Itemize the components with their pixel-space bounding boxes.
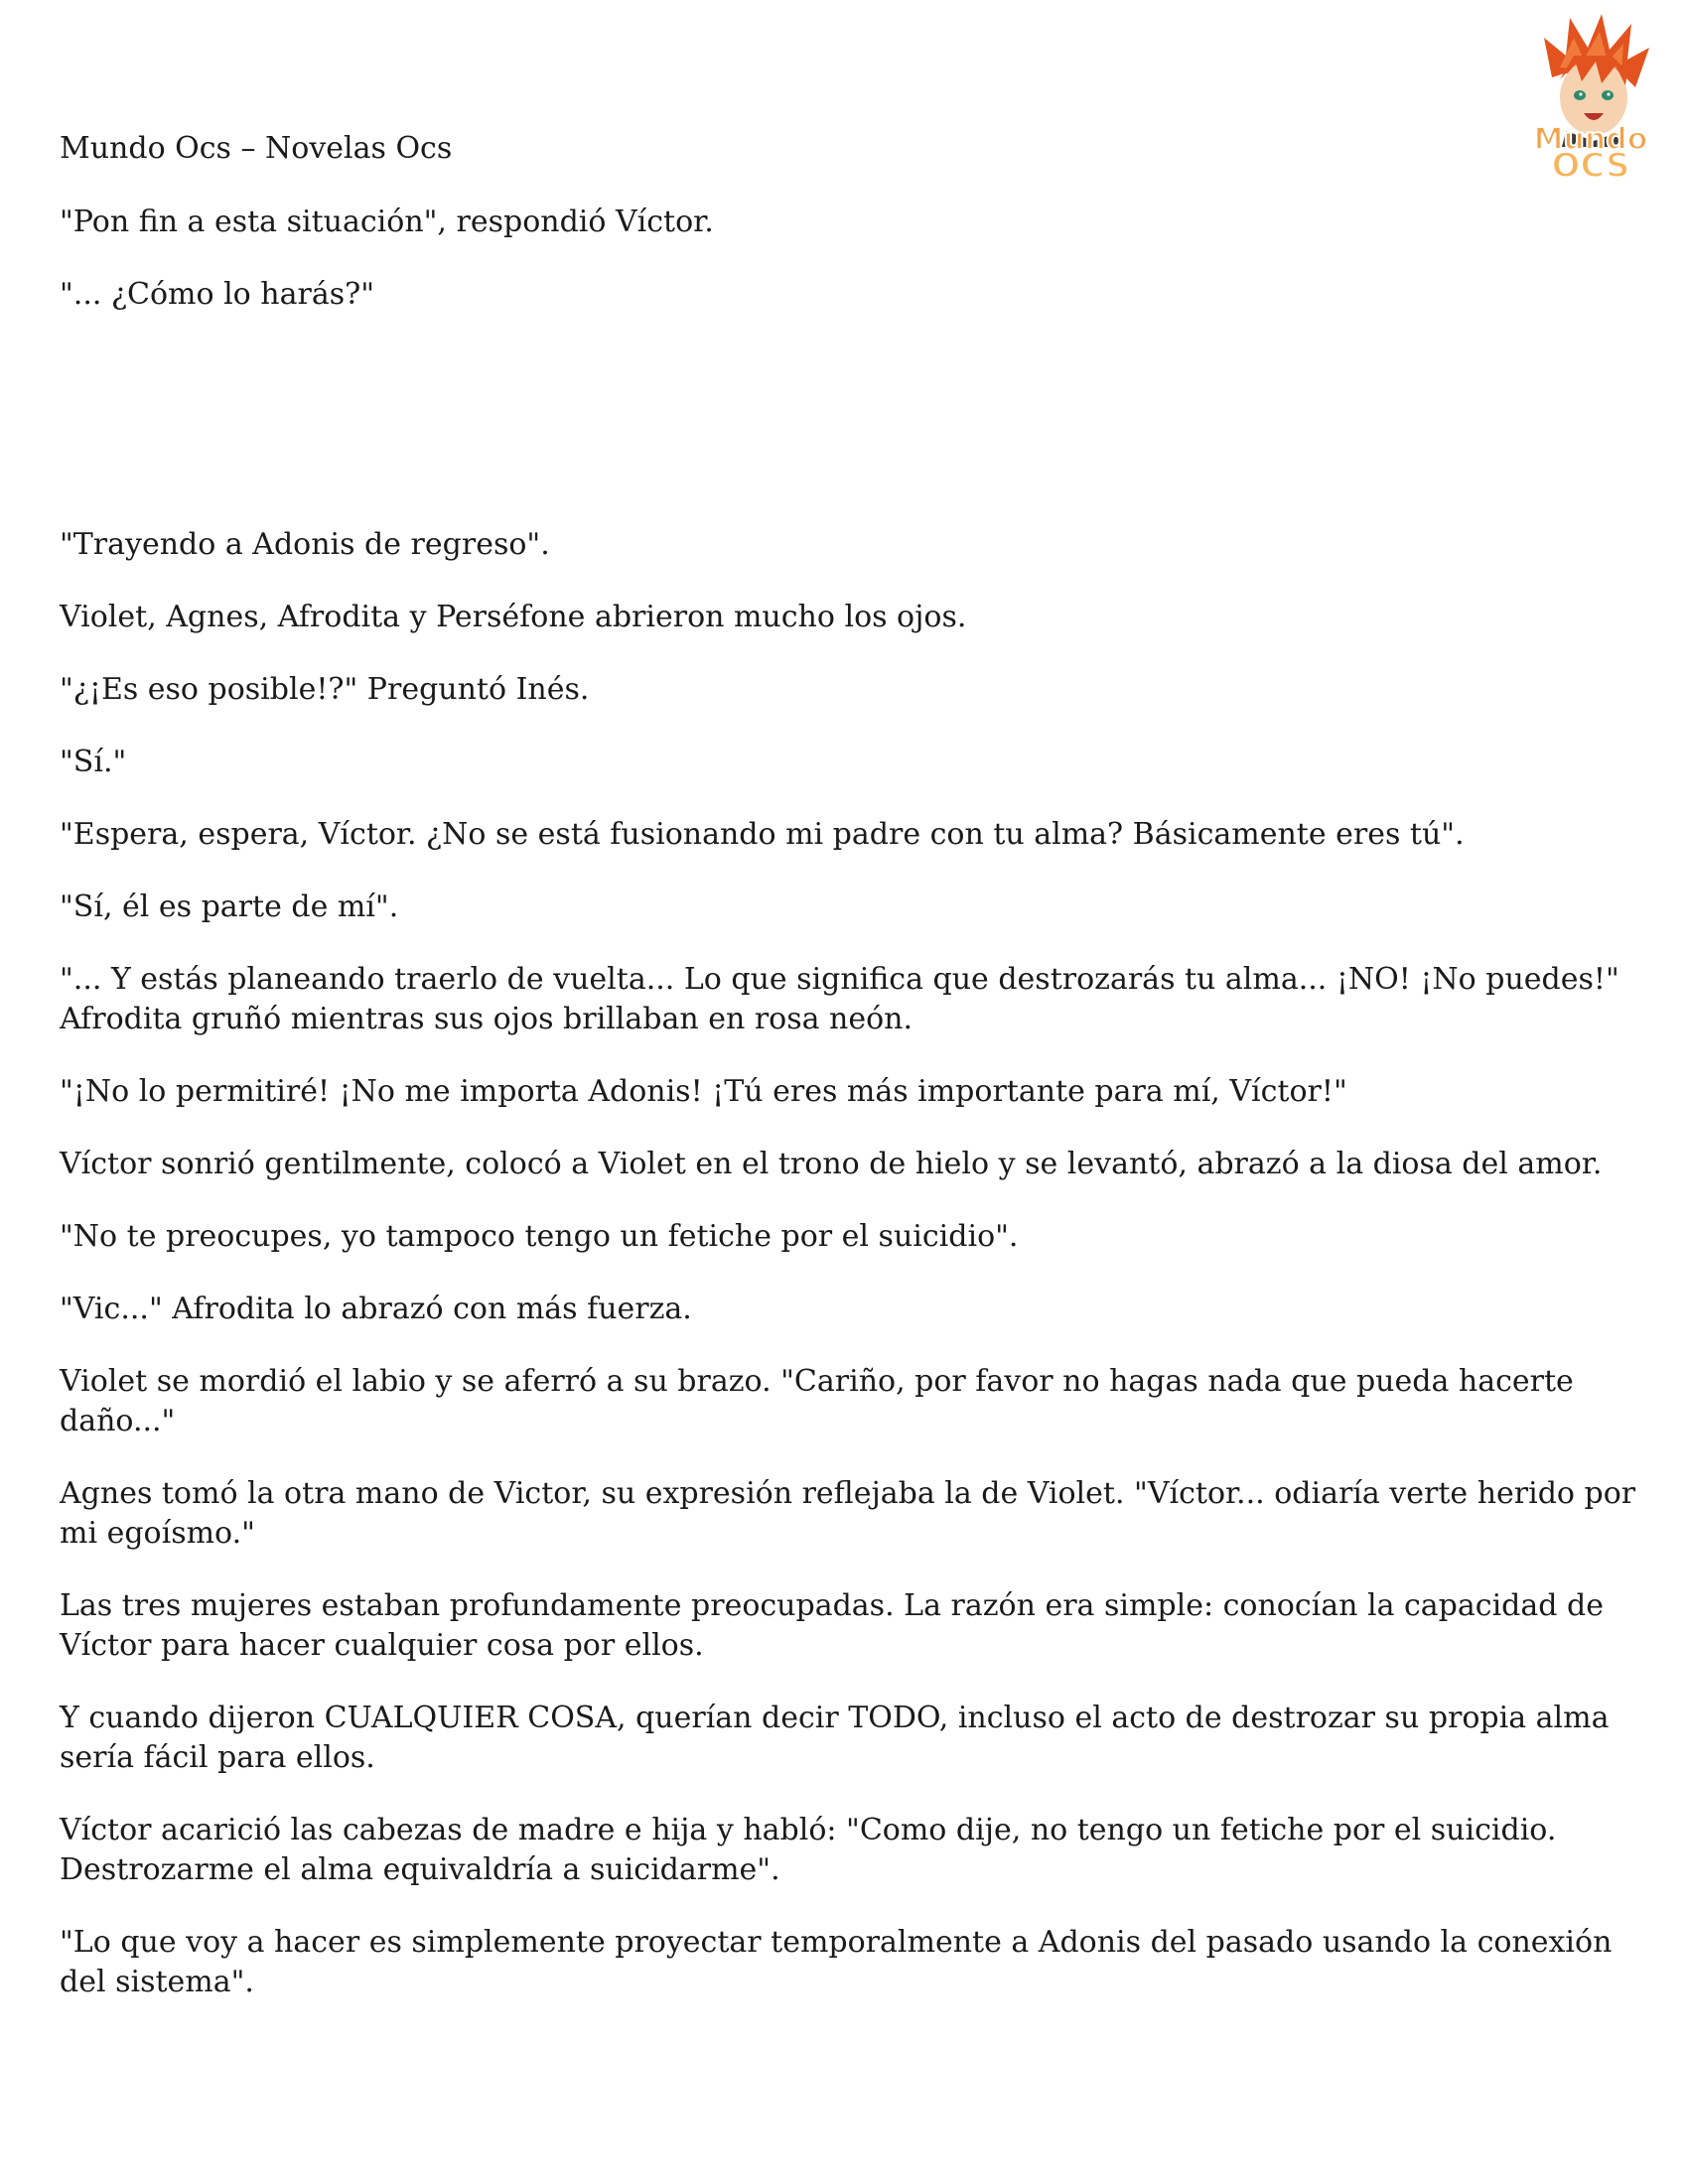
paragraph-17: Y cuando dijeron CUALQUIER COSA, querían decir TODO, incluso el acto de destrozar su propia alma sería fácil para ellos. [60,1701,1610,1775]
paragraph-10: "¡No lo permitiré! ¡No me importa Adonis! ¡Tú eres más importante para mí, Víctor!" [60,1074,1347,1109]
paragraph-12: "No te preocupes, yo tampoco tengo un fetiche por el suicidio". [60,1219,1019,1254]
paragraph-3: "Trayendo a Adonis de regreso". [60,527,550,562]
logo-text-top: Mundo [1533,122,1648,157]
paragraph-9: "... Y estás planeando traerlo de vuelta... Lo que significa que destrozarás tu alma... ¡NO! ¡No puedes!" Afrodita gruñó mientras sus ojos brillaban en rosa neón. [60,962,1619,1036]
paragraph-18: Víctor acarició las cabezas de madre e hija y habló: "Como dije, no tengo un fetiche por el suicidio. Destrozarme el alma equivaldría a suicidarme". [60,1813,1557,1887]
paragraph-2: "... ¿Cómo lo harás?" [60,277,374,312]
paragraph-1: "Pon fin a esta situación", respondió Víctor. [60,205,714,239]
paragraph-13: "Vic..." Afrodita lo abrazó con más fuerza. [60,1292,692,1326]
paragraph-11: Víctor sonrió gentilmente, colocó a Violet en el trono de hielo y se levantó, abrazó a la diosa del amor. [60,1147,1603,1181]
paragraph-8: "Sí, él es parte de mí". [60,889,399,924]
document-body [60,129,1648,2035]
paragraph-14: Violet se mordió el labio y se aferró a su brazo. "Cariño, por favor no hagas nada que pueda hacerte daño..." [60,1364,1574,1438]
paragraph-15: Agnes tomó la otra mano de Victor, su expresión reflejaba la de Violet. "Víctor... odiaría verte herido por mi egoísmo." [60,1476,1636,1551]
paragraph-19: "Lo que voy a hacer es simplemente proyectar temporalmente a Adonis del pasado usando la conexión del sistema". [60,1925,1613,1999]
paragraph-7: "Espera, espera, Víctor. ¿No se está fusionando mi padre con tu alma? Básicamente eres tú". [60,817,1465,852]
paragraph-4: Violet, Agnes, Afrodita y Perséfone abrieron mucho los ojos. [60,600,967,634]
logo-text-bottom: OCS [1551,146,1630,182]
document-header: Mundo Ocs – Novelas Ocs [60,131,453,166]
paragraph-6: "Sí." [60,745,127,779]
paragraph-5: "¿¡Es eso posible!?" Preguntó Inés. [60,672,590,707]
paragraph-16: Las tres mujeres estaban profundamente preocupadas. La razón era simple: conocían la capacidad de Víctor para hacer cualquier cosa por ellos. [60,1588,1604,1663]
